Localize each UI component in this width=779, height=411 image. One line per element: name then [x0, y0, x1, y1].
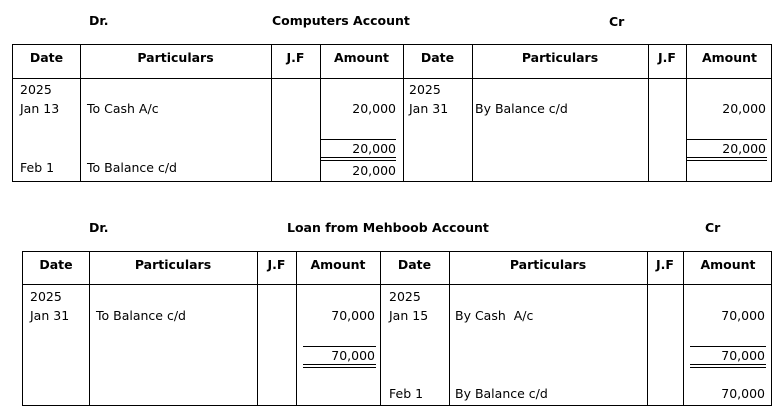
cr-label: Cr — [705, 220, 721, 235]
header-date: Date — [29, 50, 64, 65]
ledger-title: Loan from Mehboob Account — [287, 220, 489, 235]
debit-amount: 20,000 — [352, 163, 396, 178]
header-date: Date — [39, 257, 73, 272]
credit-date: Jan 15 — [389, 308, 429, 323]
total-double-underline — [690, 364, 766, 368]
credit-year: 2025 — [389, 289, 421, 304]
header-amount: Amount — [701, 50, 758, 65]
debit-date: Jan 13 — [20, 101, 60, 116]
debit-particulars: To Balance c/d — [96, 308, 186, 323]
header-jf: J.F — [267, 257, 286, 272]
header-particulars: Particulars — [509, 257, 587, 272]
credit-date: Jan 31 — [409, 101, 449, 116]
header-jf: J.F — [656, 257, 674, 272]
amount-underline — [303, 346, 376, 347]
total-double-underline — [303, 364, 376, 368]
debit-date: Feb 1 — [20, 160, 55, 175]
header-jf: J.F — [286, 50, 305, 65]
header-amount: Amount — [700, 257, 756, 272]
credit-date: Feb 1 — [389, 386, 424, 401]
debit-particulars: To Cash A/c — [87, 101, 159, 116]
debit-particulars: To Balance c/d — [87, 160, 177, 175]
ledger-table-computers — [12, 44, 772, 182]
debit-year: 2025 — [20, 82, 52, 97]
debit-date: Jan 31 — [30, 308, 70, 323]
header-date: Date — [420, 50, 455, 65]
total-double-underline — [321, 157, 396, 161]
header-amount: Amount — [310, 257, 366, 272]
ledger-title: Computers Account — [272, 13, 410, 28]
header-amount: Amount — [333, 50, 390, 65]
debit-total: 20,000 — [352, 141, 396, 156]
header-particulars: Particulars — [134, 257, 212, 272]
header-jf: J.F — [658, 50, 676, 65]
credit-amount: 70,000 — [721, 386, 765, 401]
dr-label: Dr. — [89, 13, 109, 28]
credit-total: 70,000 — [721, 348, 765, 363]
credit-particulars: By Balance c/d — [455, 386, 548, 401]
debit-year: 2025 — [30, 289, 62, 304]
credit-amount: 20,000 — [722, 101, 766, 116]
total-double-underline — [687, 157, 767, 161]
amount-underline — [690, 346, 766, 347]
debit-total: 70,000 — [331, 348, 375, 363]
debit-amount: 70,000 — [331, 308, 375, 323]
credit-year: 2025 — [409, 82, 441, 97]
ledger-table-loan — [22, 251, 772, 406]
amount-underline — [687, 139, 767, 140]
cr-label: Cr — [609, 14, 625, 29]
credit-particulars: By Balance c/d — [475, 101, 568, 116]
header-date: Date — [397, 257, 432, 272]
credit-particulars: By Cash A/c — [455, 308, 534, 323]
credit-total: 20,000 — [722, 141, 766, 156]
debit-amount: 20,000 — [352, 101, 396, 116]
header-particulars: Particulars — [137, 50, 214, 65]
amount-underline — [321, 139, 396, 140]
credit-amount: 70,000 — [721, 308, 765, 323]
dr-label: Dr. — [89, 220, 109, 235]
header-particulars: Particulars — [521, 50, 599, 65]
